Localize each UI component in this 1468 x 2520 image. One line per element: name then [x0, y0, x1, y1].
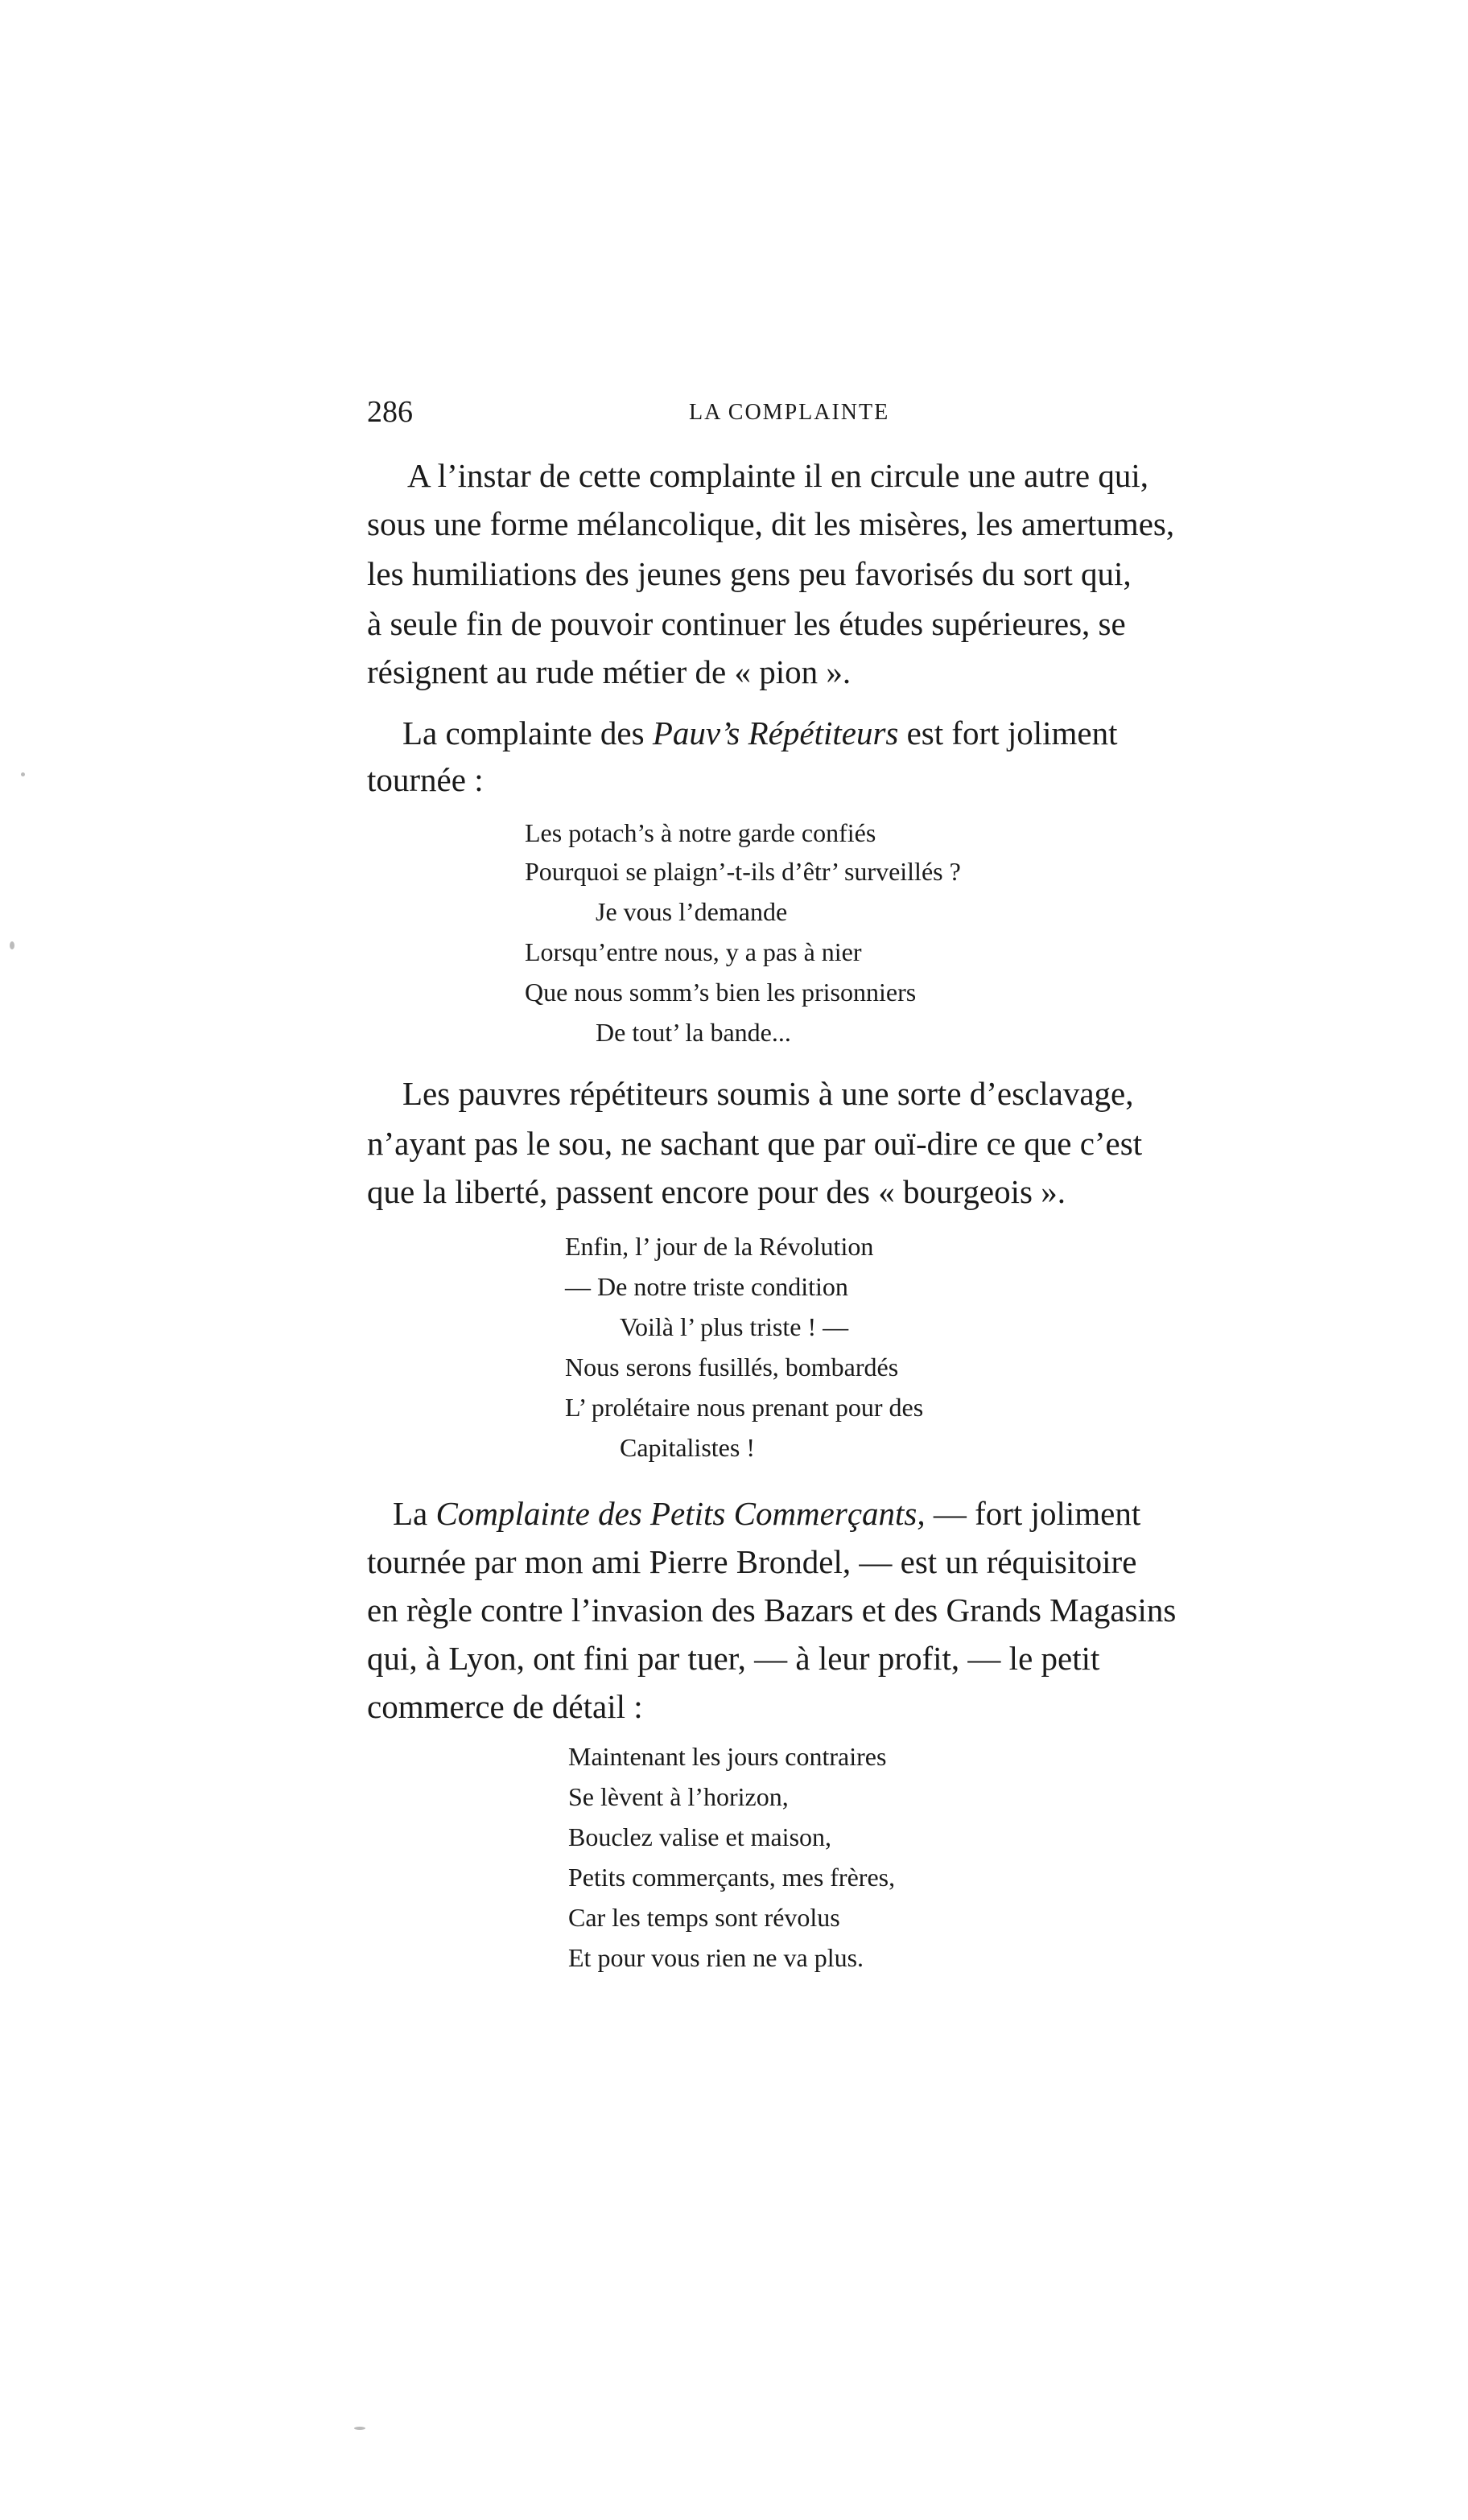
- paragraph-3-line: que la liberté, passent encore pour des « bourgeois ».: [367, 1173, 1066, 1210]
- paragraph-1-line: à seule fin de pouvoir continuer les études supérieures, se: [367, 605, 1126, 642]
- work-title: Complainte des Petits Commerçants,: [435, 1495, 926, 1532]
- paragraph-1-line: sous une forme mélancolique, dit les misères, les amertumes,: [367, 505, 1175, 542]
- verse-line: Se lèvent à l’horizon,: [568, 1782, 789, 1811]
- paragraph-4-text: — fort joliment: [925, 1495, 1141, 1532]
- verse-line: Lorsqu’entre nous, y a pas à nier: [525, 937, 862, 966]
- verse-line: L’ prolétaire nous prenant pour des: [565, 1393, 924, 1422]
- scan-speck: [354, 2427, 365, 2430]
- paragraph-4-line: tournée par mon ami Pierre Brondel, — est un réquisitoire: [367, 1543, 1137, 1580]
- paragraph-4-line: en règle contre l’invasion des Bazars et des Grands Magasins: [367, 1591, 1177, 1629]
- paragraph-1-line: A l’instar de cette complainte il en circule une autre qui,: [407, 457, 1148, 494]
- paragraph-4-line: qui, à Lyon, ont fini par tuer, — à leur profit, — le petit: [367, 1640, 1100, 1677]
- paragraph-1-line: résignent au rude métier de « pion ».: [367, 653, 852, 690]
- verse-line: Capitalistes !: [620, 1433, 755, 1462]
- verse-line: — De notre triste condition: [565, 1272, 848, 1301]
- verse-line: Que nous somm’s bien les prisonniers: [525, 978, 917, 1007]
- paragraph-4-line: [393, 1493, 1140, 1534]
- verse-line: Je vous l’demande: [596, 897, 788, 926]
- running-title: LA COMPLAINTE: [689, 400, 890, 425]
- verse-line: Petits commerçants, mes frères,: [568, 1863, 896, 1892]
- paragraph-1-line: les humiliations des jeunes gens peu favorisés du sort qui,: [367, 555, 1132, 592]
- verse-line: Bouclez valise et maison,: [568, 1822, 832, 1851]
- verse-line: Les potach’s à notre garde confiés: [525, 818, 876, 847]
- verse-line: Voilà l’ plus triste ! —: [620, 1312, 849, 1341]
- scan-speck: [10, 941, 14, 949]
- scan-speck: [21, 772, 25, 776]
- verse-line: Enfin, l’ jour de la Révolution: [565, 1232, 874, 1261]
- paragraph-4-line: commerce de détail :: [367, 1688, 643, 1725]
- verse-line: Nous serons fusillés, bombardés: [565, 1353, 899, 1381]
- verse-line: Et pour vous rien ne va plus.: [568, 1943, 864, 1972]
- paragraph-3-line: Les pauvres répétiteurs soumis à une sorte d’esclavage,: [402, 1075, 1134, 1112]
- paragraph-2-text: La complainte des: [402, 714, 653, 751]
- work-title: Pauv’s Répétiteurs: [652, 714, 899, 751]
- verse-line: Maintenant les jours contraires: [568, 1742, 887, 1771]
- paragraph-2-text: est fort joliment: [898, 714, 1118, 751]
- paragraph-2-line: [402, 713, 1118, 753]
- verse-line: Pourquoi se plaign’-t-ils d’êtr’ surveillés ?: [525, 857, 961, 886]
- paragraph-2-line: tournée :: [367, 761, 484, 798]
- verse-line: De tout’ la bande...: [596, 1018, 791, 1047]
- paragraph-3-line: n’ayant pas le sou, ne sachant que par ouï-dire ce que c’est: [367, 1125, 1143, 1162]
- verse-line: Car les temps sont révolus: [568, 1903, 840, 1932]
- page-number: 286: [367, 395, 413, 429]
- paragraph-4-text: La: [393, 1495, 436, 1532]
